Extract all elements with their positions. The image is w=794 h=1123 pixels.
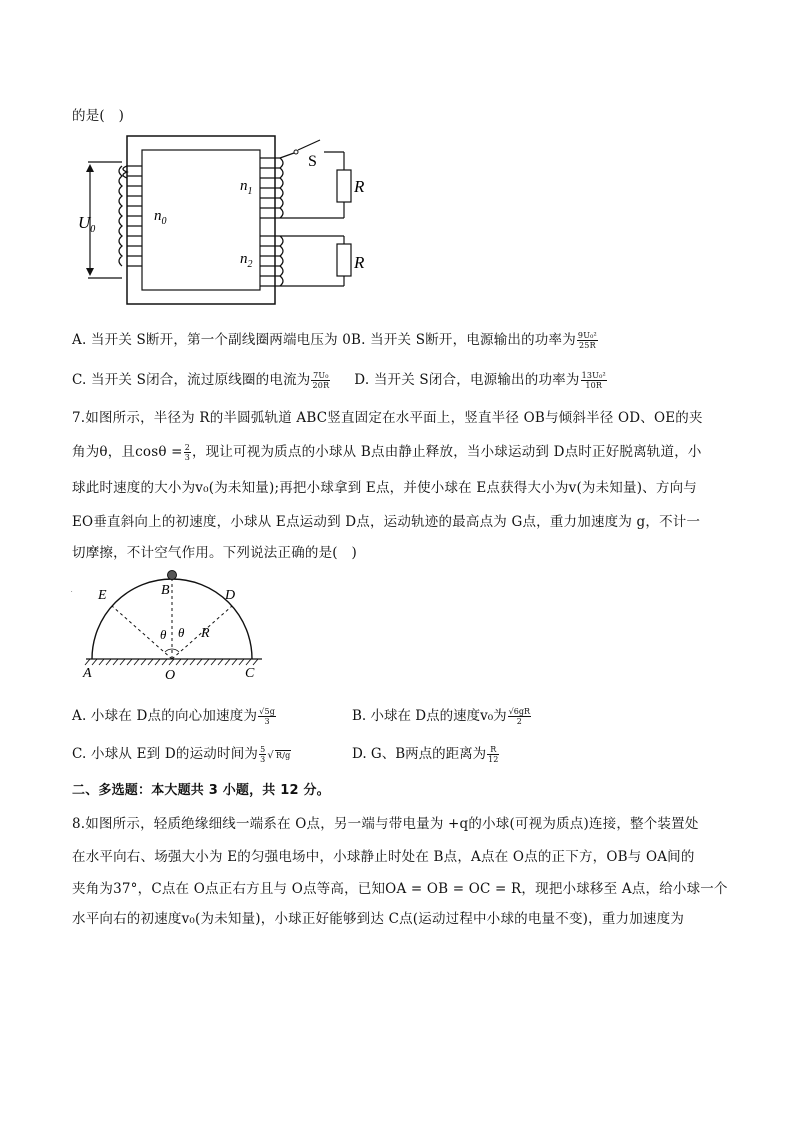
label-theta-left: θ bbox=[160, 627, 167, 642]
q6-stem-tail: 的是( ) bbox=[72, 108, 125, 124]
label-o: O bbox=[165, 668, 176, 683]
switch-s bbox=[298, 140, 320, 150]
label-c: C bbox=[245, 666, 255, 681]
label-d: D bbox=[225, 588, 236, 603]
q7-option-b: B. 小球在 D点的速度v₀为 $\frac{√6gR}{2}$ bbox=[352, 707, 531, 726]
label-a: A bbox=[83, 666, 92, 681]
core-outer bbox=[127, 136, 275, 304]
q8-line-3: 夹角为37°，C点在 O点正右方且与 O点等高，已知OA = OB = OC = R，现把小球移至 A点，给小球一个 bbox=[72, 881, 728, 897]
q7-line-5: 切摩擦，不计空气作用。下列说法正确的是( ) bbox=[72, 545, 357, 561]
r1-label: R bbox=[354, 177, 365, 196]
semicircle-track-diagram bbox=[72, 566, 272, 684]
u0-label: $U_0$ bbox=[78, 213, 96, 235]
q7-line-2: 角为θ，且cosθ = $\frac{2}{3}$ ，现让可视为质点的小球从 B点由静止释放，当小球运动到 D点时正好脱离轨道，小 bbox=[72, 443, 702, 462]
q7-option-d: D. G、B两点的距离为 $\frac{R}{12}$ bbox=[352, 745, 499, 764]
q7-line-1: 7.如图所示，半径为 R的半圆弧轨道 ABC竖直固定在水平面上，竖直半径 OB与倾斜半径 OD、OE的夹 bbox=[72, 410, 703, 426]
q7-option-a: A. 小球在 D点的向心加速度为 $\frac{√5g}{3}$ bbox=[72, 707, 276, 726]
q6-options-cd: C. 当开关 S闭合，流过原线圈的电流为 $\frac{\text{7U₀}}{20R}$ D. 当开关 S闭合，电源输出的功率为 $\frac{\text{13U₀²}}{10R}$ bbox=[72, 371, 606, 390]
switch-label: S bbox=[308, 153, 317, 170]
n0-label: $n_0$ bbox=[154, 208, 167, 227]
q6-options-ab: A. 当开关 S断开，第一个副线圈两端电压为 0B. 当开关 S断开，电源输出的功率为 $\frac{\text{9U₀²}}{25R}$ bbox=[72, 331, 597, 350]
transformer-diagram bbox=[72, 128, 372, 313]
primary-coil bbox=[123, 166, 142, 266]
n2-label: $n_2$ bbox=[240, 251, 253, 270]
r2-label: R bbox=[354, 253, 365, 272]
resistor-2 bbox=[337, 244, 351, 276]
secondary-coil-1 bbox=[260, 158, 283, 218]
q8-line-2: 在水平向右、场强大小为 E的匀强电场中，小球静止时处在 B点，A点在 O点的正下方，OB与 OA间的 bbox=[72, 849, 695, 865]
q8-line-4: 水平向右的初速度v₀(为未知量)，小球正好能够到达 C点(运动过程中小球的电量不变)，重力加速度为 bbox=[72, 911, 685, 927]
svg-text:.: . bbox=[71, 588, 73, 594]
label-r: R bbox=[201, 626, 210, 641]
label-theta-right: θ bbox=[178, 625, 185, 640]
n1-label: $n_1$ bbox=[240, 178, 253, 197]
q7-line-3: 球此时速度的大小为v₀(为未知量);再把小球拿到 E点，并使小球在 E点获得大小为v(为未知量)、方向与 bbox=[72, 480, 697, 496]
resistor-1 bbox=[337, 170, 351, 202]
q7-line-4: EO垂直斜向上的初速度，小球从 E点运动到 D点，运动轨迹的最高点为 G点，重力加速度为 g，不计一 bbox=[72, 514, 701, 530]
ball bbox=[168, 571, 177, 580]
label-e: E bbox=[98, 588, 107, 603]
q8-line-1: 8.如图所示，轻质绝缘细线一端系在 O点，另一端与带电量为 +q的小球(可视为质点)连接，整个装置处 bbox=[72, 816, 699, 832]
label-b: B bbox=[161, 583, 170, 598]
secondary-coil-2 bbox=[260, 236, 283, 286]
q7-option-c: C. 小球从 E到 D的运动时间为 $\frac{5}{3}$ √ R/g bbox=[72, 745, 291, 764]
section-heading-multi-choice: 二、多选题：本大题共 3 小题，共 12 分。 bbox=[72, 783, 330, 798]
